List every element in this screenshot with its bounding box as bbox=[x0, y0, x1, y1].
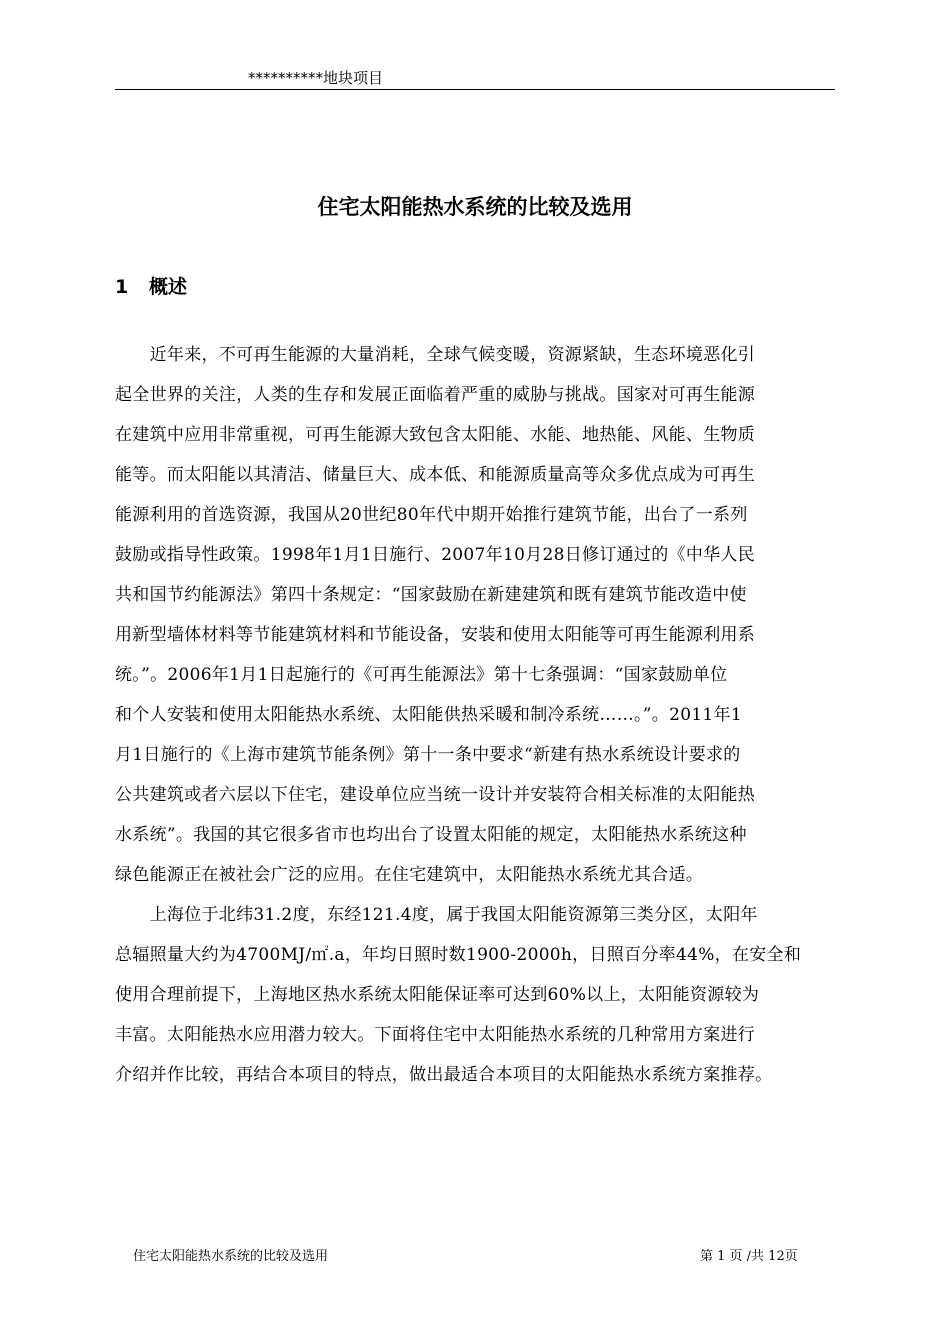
body-line: 使用合理前提下，上海地区热水系统太阳能保证率可达到60%以上，太阳能资源较为 bbox=[115, 985, 760, 1005]
footer-page-number: 第 1 页 /共 12页 bbox=[700, 1249, 798, 1264]
body-line: 和个人安装和使用太阳能热水系统、太阳能供热采暖和制冷系统……。”。2011年1 bbox=[115, 705, 742, 725]
body-line: 共和国节约能源法》第四十条规定：“国家鼓励在新建建筑和既有建筑节能改造中使 bbox=[115, 585, 747, 605]
body-line: 月1日施行的《上海市建筑节能条例》第十一条中要求“新建有热水系统设计要求的 bbox=[115, 745, 741, 765]
body-line: 总辐照量大约为4700MJ/㎡.a，年均日照时数1900-2000h，日照百分率44%，在安全和 bbox=[115, 945, 802, 965]
section-heading bbox=[115, 272, 187, 302]
document-title: 住宅太阳能热水系统的比较及选用 bbox=[317, 195, 633, 219]
body-line: 上海位于北纬31.2度，东经121.4度，属于我国太阳能资源第三类分区，太阳年 bbox=[115, 905, 758, 925]
footer-document-title: 住宅太阳能热水系统的比较及选用 bbox=[133, 1249, 329, 1264]
body-line: 在建筑中应用非常重视，可再生能源大致包含太阳能、水能、地热能、风能、生物质 bbox=[115, 425, 756, 445]
page-header-project: **********地块项目 bbox=[248, 69, 384, 87]
section-title: 概述 bbox=[149, 276, 188, 298]
section-number: 1 bbox=[115, 276, 129, 298]
body-line: 用新型墙体材料等节能建筑材料和节能设备，安装和使用太阳能等可再生能源利用系 bbox=[115, 625, 756, 645]
body-line: 公共建筑或者六层以下住宅，建设单位应当统一设计并安装符合相关标准的太阳能热 bbox=[115, 785, 756, 805]
body-line: 能源利用的首选资源，我国从20世纪80年代中期开始推行建筑节能，出台了一系列 bbox=[115, 505, 748, 525]
body-line: 统。”。2006年1月1日起施行的《可再生能源法》第十七条强调：“国家鼓励单位 bbox=[115, 665, 728, 685]
body-line: 鼓励或指导性政策。1998年1月1日施行、2007年10月28日修订通过的《中华人民 bbox=[115, 545, 756, 565]
header-divider bbox=[115, 89, 835, 90]
body-line: 起全世界的关注，人类的生存和发展正面临着严重的威胁与挑战。国家对可再生能源 bbox=[115, 385, 756, 405]
body-line: 丰富。太阳能热水应用潜力较大。下面将住宅中太阳能热水系统的几种常用方案进行 bbox=[115, 1025, 756, 1045]
body-line: 介绍并作比较，再结合本项目的特点，做出最适合本项目的太阳能热水系统方案推荐。 bbox=[115, 1065, 773, 1085]
body-line: 能等。而太阳能以其清洁、储量巨大、成本低、和能源质量高等众多优点成为可再生 bbox=[115, 465, 756, 485]
body-line: 水系统”。我国的其它很多省市也均出台了设置太阳能的规定，太阳能热水系统这种 bbox=[115, 825, 747, 845]
body-line: 近年来，不可再生能源的大量消耗，全球气候变暖，资源紧缺，生态环境恶化引 bbox=[115, 345, 756, 365]
body-line: 绿色能源正在被社会广泛的应用。在住宅建筑中，太阳能热水系统尤其合适。 bbox=[115, 865, 704, 885]
